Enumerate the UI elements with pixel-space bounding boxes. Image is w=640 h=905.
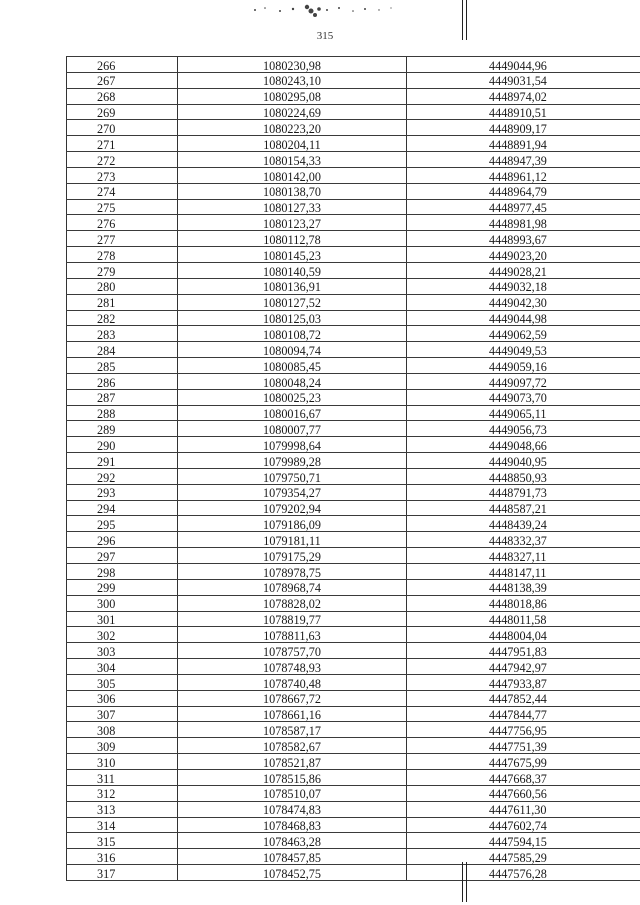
table-row xyxy=(67,421,640,437)
point-number-cell: 314 xyxy=(67,817,178,833)
x-coordinate-cell: 1080142,00 xyxy=(178,167,407,183)
coordinates-table-body xyxy=(67,57,640,881)
scan-artifact-mark xyxy=(235,2,405,22)
x-coordinate-cell: 1078463,28 xyxy=(178,833,407,849)
table-row xyxy=(67,595,640,611)
point-number-cell: 280 xyxy=(67,278,178,294)
x-coordinate-cell: 1078587,17 xyxy=(178,722,407,738)
table-row xyxy=(67,564,640,580)
table-row xyxy=(67,769,640,785)
y-coordinate-cell: 4448909,17 xyxy=(407,120,640,136)
y-coordinate-cell: 4449028,21 xyxy=(407,262,640,278)
point-number-cell: 267 xyxy=(67,72,178,88)
x-coordinate-cell: 1080140,59 xyxy=(178,262,407,278)
point-number-cell: 286 xyxy=(67,373,178,389)
x-coordinate-cell: 1079186,09 xyxy=(178,516,407,532)
point-number-cell: 266 xyxy=(67,57,178,73)
table-row xyxy=(67,405,640,421)
table-row xyxy=(67,231,640,247)
x-coordinate-cell: 1078452,75 xyxy=(178,865,407,881)
point-number-cell: 299 xyxy=(67,579,178,595)
x-coordinate-cell: 1078757,70 xyxy=(178,643,407,659)
table-row xyxy=(67,136,640,152)
point-number-cell: 282 xyxy=(67,310,178,326)
y-coordinate-cell: 4448791,73 xyxy=(407,484,640,500)
x-coordinate-cell: 1080123,27 xyxy=(178,215,407,231)
point-number-cell: 308 xyxy=(67,722,178,738)
x-coordinate-cell: 1079202,94 xyxy=(178,500,407,516)
point-number-cell: 274 xyxy=(67,183,178,199)
point-number-cell: 317 xyxy=(67,865,178,881)
y-coordinate-cell: 4449044,96 xyxy=(407,57,640,73)
point-number-cell: 278 xyxy=(67,247,178,263)
y-coordinate-cell: 4448891,94 xyxy=(407,136,640,152)
x-coordinate-cell: 1080224,69 xyxy=(178,104,407,120)
y-coordinate-cell: 4447576,28 xyxy=(407,865,640,881)
point-number-cell: 309 xyxy=(67,738,178,754)
point-number-cell: 284 xyxy=(67,342,178,358)
x-coordinate-cell: 1080230,98 xyxy=(178,57,407,73)
point-number-cell: 307 xyxy=(67,706,178,722)
point-number-cell: 275 xyxy=(67,199,178,215)
y-coordinate-cell: 4448587,21 xyxy=(407,500,640,516)
table-row xyxy=(67,72,640,88)
y-coordinate-cell: 4449032,18 xyxy=(407,278,640,294)
point-number-cell: 285 xyxy=(67,358,178,374)
x-coordinate-cell: 1080154,33 xyxy=(178,152,407,168)
point-number-cell: 279 xyxy=(67,262,178,278)
x-coordinate-cell: 1080136,91 xyxy=(178,278,407,294)
point-number-cell: 301 xyxy=(67,611,178,627)
x-coordinate-cell: 1080223,20 xyxy=(178,120,407,136)
point-number-cell: 297 xyxy=(67,548,178,564)
x-coordinate-cell: 1079750,71 xyxy=(178,468,407,484)
table-row xyxy=(67,865,640,881)
table-row xyxy=(67,579,640,595)
point-number-cell: 290 xyxy=(67,437,178,453)
y-coordinate-cell: 4449044,98 xyxy=(407,310,640,326)
x-coordinate-cell: 1078978,75 xyxy=(178,564,407,580)
x-coordinate-cell: 1079175,29 xyxy=(178,548,407,564)
point-number-cell: 270 xyxy=(67,120,178,136)
table-row xyxy=(67,437,640,453)
y-coordinate-cell: 4449023,20 xyxy=(407,247,640,263)
y-coordinate-cell: 4447751,39 xyxy=(407,738,640,754)
y-coordinate-cell: 4448004,04 xyxy=(407,627,640,643)
table-row xyxy=(67,310,640,326)
y-coordinate-cell: 4447951,83 xyxy=(407,643,640,659)
table-row xyxy=(67,801,640,817)
y-coordinate-cell: 4448147,11 xyxy=(407,564,640,580)
y-coordinate-cell: 4447668,37 xyxy=(407,769,640,785)
x-coordinate-cell: 1080007,77 xyxy=(178,421,407,437)
table-row xyxy=(67,785,640,801)
y-coordinate-cell: 4447756,95 xyxy=(407,722,640,738)
point-number-cell: 269 xyxy=(67,104,178,120)
table-row xyxy=(67,342,640,358)
table-row xyxy=(67,199,640,215)
x-coordinate-cell: 1078667,72 xyxy=(178,690,407,706)
table-row xyxy=(67,88,640,104)
x-coordinate-cell: 1078740,48 xyxy=(178,674,407,690)
table-row xyxy=(67,643,640,659)
y-coordinate-cell: 4447942,97 xyxy=(407,659,640,675)
x-coordinate-cell: 1078968,74 xyxy=(178,579,407,595)
table-row xyxy=(67,833,640,849)
x-coordinate-cell: 1080127,33 xyxy=(178,199,407,215)
y-coordinate-cell: 4448138,39 xyxy=(407,579,640,595)
point-number-cell: 310 xyxy=(67,754,178,770)
x-coordinate-cell: 1078510,07 xyxy=(178,785,407,801)
point-number-cell: 276 xyxy=(67,215,178,231)
x-coordinate-cell: 1080112,78 xyxy=(178,231,407,247)
table-row xyxy=(67,500,640,516)
y-coordinate-cell: 4447844,77 xyxy=(407,706,640,722)
y-coordinate-cell: 4449048,66 xyxy=(407,437,640,453)
y-coordinate-cell: 4448327,11 xyxy=(407,548,640,564)
point-number-cell: 291 xyxy=(67,453,178,469)
y-coordinate-cell: 4449042,30 xyxy=(407,294,640,310)
y-coordinate-cell: 4448439,24 xyxy=(407,516,640,532)
point-number-cell: 268 xyxy=(67,88,178,104)
page-number: 315 xyxy=(316,30,334,42)
table-row xyxy=(67,738,640,754)
point-number-cell: 273 xyxy=(67,167,178,183)
point-number-cell: 287 xyxy=(67,389,178,405)
point-number-cell: 281 xyxy=(67,294,178,310)
y-coordinate-cell: 4448947,39 xyxy=(407,152,640,168)
point-number-cell: 311 xyxy=(67,769,178,785)
table-row xyxy=(67,532,640,548)
x-coordinate-cell: 1078474,83 xyxy=(178,801,407,817)
table-row xyxy=(67,722,640,738)
x-coordinate-cell: 1078828,02 xyxy=(178,595,407,611)
table-row xyxy=(67,294,640,310)
point-number-cell: 283 xyxy=(67,326,178,342)
table-row xyxy=(67,57,640,73)
x-coordinate-cell: 1079989,28 xyxy=(178,453,407,469)
point-number-cell: 294 xyxy=(67,500,178,516)
x-coordinate-cell: 1078748,93 xyxy=(178,659,407,675)
x-coordinate-cell: 1080295,08 xyxy=(178,88,407,104)
y-coordinate-cell: 4448981,98 xyxy=(407,215,640,231)
point-number-cell: 272 xyxy=(67,152,178,168)
table-row xyxy=(67,167,640,183)
x-coordinate-cell: 1080125,03 xyxy=(178,310,407,326)
y-coordinate-cell: 4449031,54 xyxy=(407,72,640,88)
x-coordinate-cell: 1079998,64 xyxy=(178,437,407,453)
table-row xyxy=(67,358,640,374)
table-row xyxy=(67,690,640,706)
y-coordinate-cell: 4447602,74 xyxy=(407,817,640,833)
y-coordinate-cell: 4449040,95 xyxy=(407,453,640,469)
table-row xyxy=(67,754,640,770)
point-number-cell: 312 xyxy=(67,785,178,801)
point-number-cell: 298 xyxy=(67,564,178,580)
x-coordinate-cell: 1080108,72 xyxy=(178,326,407,342)
y-coordinate-cell: 4447675,99 xyxy=(407,754,640,770)
table-row xyxy=(67,104,640,120)
table-row xyxy=(67,262,640,278)
table-row xyxy=(67,659,640,675)
y-coordinate-cell: 4447594,15 xyxy=(407,833,640,849)
x-coordinate-cell: 1078582,67 xyxy=(178,738,407,754)
point-number-cell: 295 xyxy=(67,516,178,532)
table-row xyxy=(67,548,640,564)
point-number-cell: 292 xyxy=(67,468,178,484)
y-coordinate-cell: 4449065,11 xyxy=(407,405,640,421)
x-coordinate-cell: 1078457,85 xyxy=(178,849,407,865)
y-coordinate-cell: 4448850,93 xyxy=(407,468,640,484)
x-coordinate-cell: 1078661,16 xyxy=(178,706,407,722)
point-number-cell: 305 xyxy=(67,674,178,690)
point-number-cell: 271 xyxy=(67,136,178,152)
table-row xyxy=(67,183,640,199)
x-coordinate-cell: 1080025,23 xyxy=(178,389,407,405)
table-row xyxy=(67,516,640,532)
y-coordinate-cell: 4447933,87 xyxy=(407,674,640,690)
x-coordinate-cell: 1080138,70 xyxy=(178,183,407,199)
y-coordinate-cell: 4449073,70 xyxy=(407,389,640,405)
scan-margin-line-top xyxy=(462,0,467,40)
x-coordinate-cell: 1080048,24 xyxy=(178,373,407,389)
x-coordinate-cell: 1078819,77 xyxy=(178,611,407,627)
point-number-cell: 289 xyxy=(67,421,178,437)
coordinates-table xyxy=(66,56,640,881)
x-coordinate-cell: 1078515,86 xyxy=(178,769,407,785)
x-coordinate-cell: 1079354,27 xyxy=(178,484,407,500)
y-coordinate-cell: 4448977,45 xyxy=(407,199,640,215)
x-coordinate-cell: 1080085,45 xyxy=(178,358,407,374)
table-row xyxy=(67,120,640,136)
y-coordinate-cell: 4448011,58 xyxy=(407,611,640,627)
table-row xyxy=(67,152,640,168)
x-coordinate-cell: 1078811,63 xyxy=(178,627,407,643)
x-coordinate-cell: 1080094,74 xyxy=(178,342,407,358)
x-coordinate-cell: 1080127,52 xyxy=(178,294,407,310)
point-number-cell: 313 xyxy=(67,801,178,817)
x-coordinate-cell: 1079181,11 xyxy=(178,532,407,548)
y-coordinate-cell: 4448964,79 xyxy=(407,183,640,199)
table-row xyxy=(67,849,640,865)
y-coordinate-cell: 4448961,12 xyxy=(407,167,640,183)
point-number-cell: 316 xyxy=(67,849,178,865)
point-number-cell: 277 xyxy=(67,231,178,247)
table-row xyxy=(67,247,640,263)
x-coordinate-cell: 1080016,67 xyxy=(178,405,407,421)
point-number-cell: 306 xyxy=(67,690,178,706)
point-number-cell: 315 xyxy=(67,833,178,849)
y-coordinate-cell: 4448332,37 xyxy=(407,532,640,548)
table-row xyxy=(67,468,640,484)
x-coordinate-cell: 1080243,10 xyxy=(178,72,407,88)
y-coordinate-cell: 4447585,29 xyxy=(407,849,640,865)
point-number-cell: 303 xyxy=(67,643,178,659)
y-coordinate-cell: 4447852,44 xyxy=(407,690,640,706)
point-number-cell: 300 xyxy=(67,595,178,611)
y-coordinate-cell: 4448974,02 xyxy=(407,88,640,104)
y-coordinate-cell: 4449049,53 xyxy=(407,342,640,358)
table-row xyxy=(67,674,640,690)
x-coordinate-cell: 1080145,23 xyxy=(178,247,407,263)
y-coordinate-cell: 4448910,51 xyxy=(407,104,640,120)
y-coordinate-cell: 4449097,72 xyxy=(407,373,640,389)
table-row xyxy=(67,611,640,627)
y-coordinate-cell: 4449062,59 xyxy=(407,326,640,342)
table-row xyxy=(67,278,640,294)
x-coordinate-cell: 1078521,87 xyxy=(178,754,407,770)
y-coordinate-cell: 4447611,30 xyxy=(407,801,640,817)
point-number-cell: 302 xyxy=(67,627,178,643)
table-row xyxy=(67,215,640,231)
y-coordinate-cell: 4447660,56 xyxy=(407,785,640,801)
scan-margin-line-bottom xyxy=(462,862,467,902)
point-number-cell: 288 xyxy=(67,405,178,421)
x-coordinate-cell: 1080204,11 xyxy=(178,136,407,152)
table-row xyxy=(67,627,640,643)
point-number-cell: 293 xyxy=(67,484,178,500)
table-row xyxy=(67,389,640,405)
table-row xyxy=(67,373,640,389)
y-coordinate-cell: 4449059,16 xyxy=(407,358,640,374)
y-coordinate-cell: 4448993,67 xyxy=(407,231,640,247)
y-coordinate-cell: 4449056,73 xyxy=(407,421,640,437)
table-row xyxy=(67,484,640,500)
table-row xyxy=(67,326,640,342)
y-coordinate-cell: 4448018,86 xyxy=(407,595,640,611)
x-coordinate-cell: 1078468,83 xyxy=(178,817,407,833)
table-row xyxy=(67,817,640,833)
point-number-cell: 296 xyxy=(67,532,178,548)
table-row xyxy=(67,453,640,469)
table-row xyxy=(67,706,640,722)
point-number-cell: 304 xyxy=(67,659,178,675)
